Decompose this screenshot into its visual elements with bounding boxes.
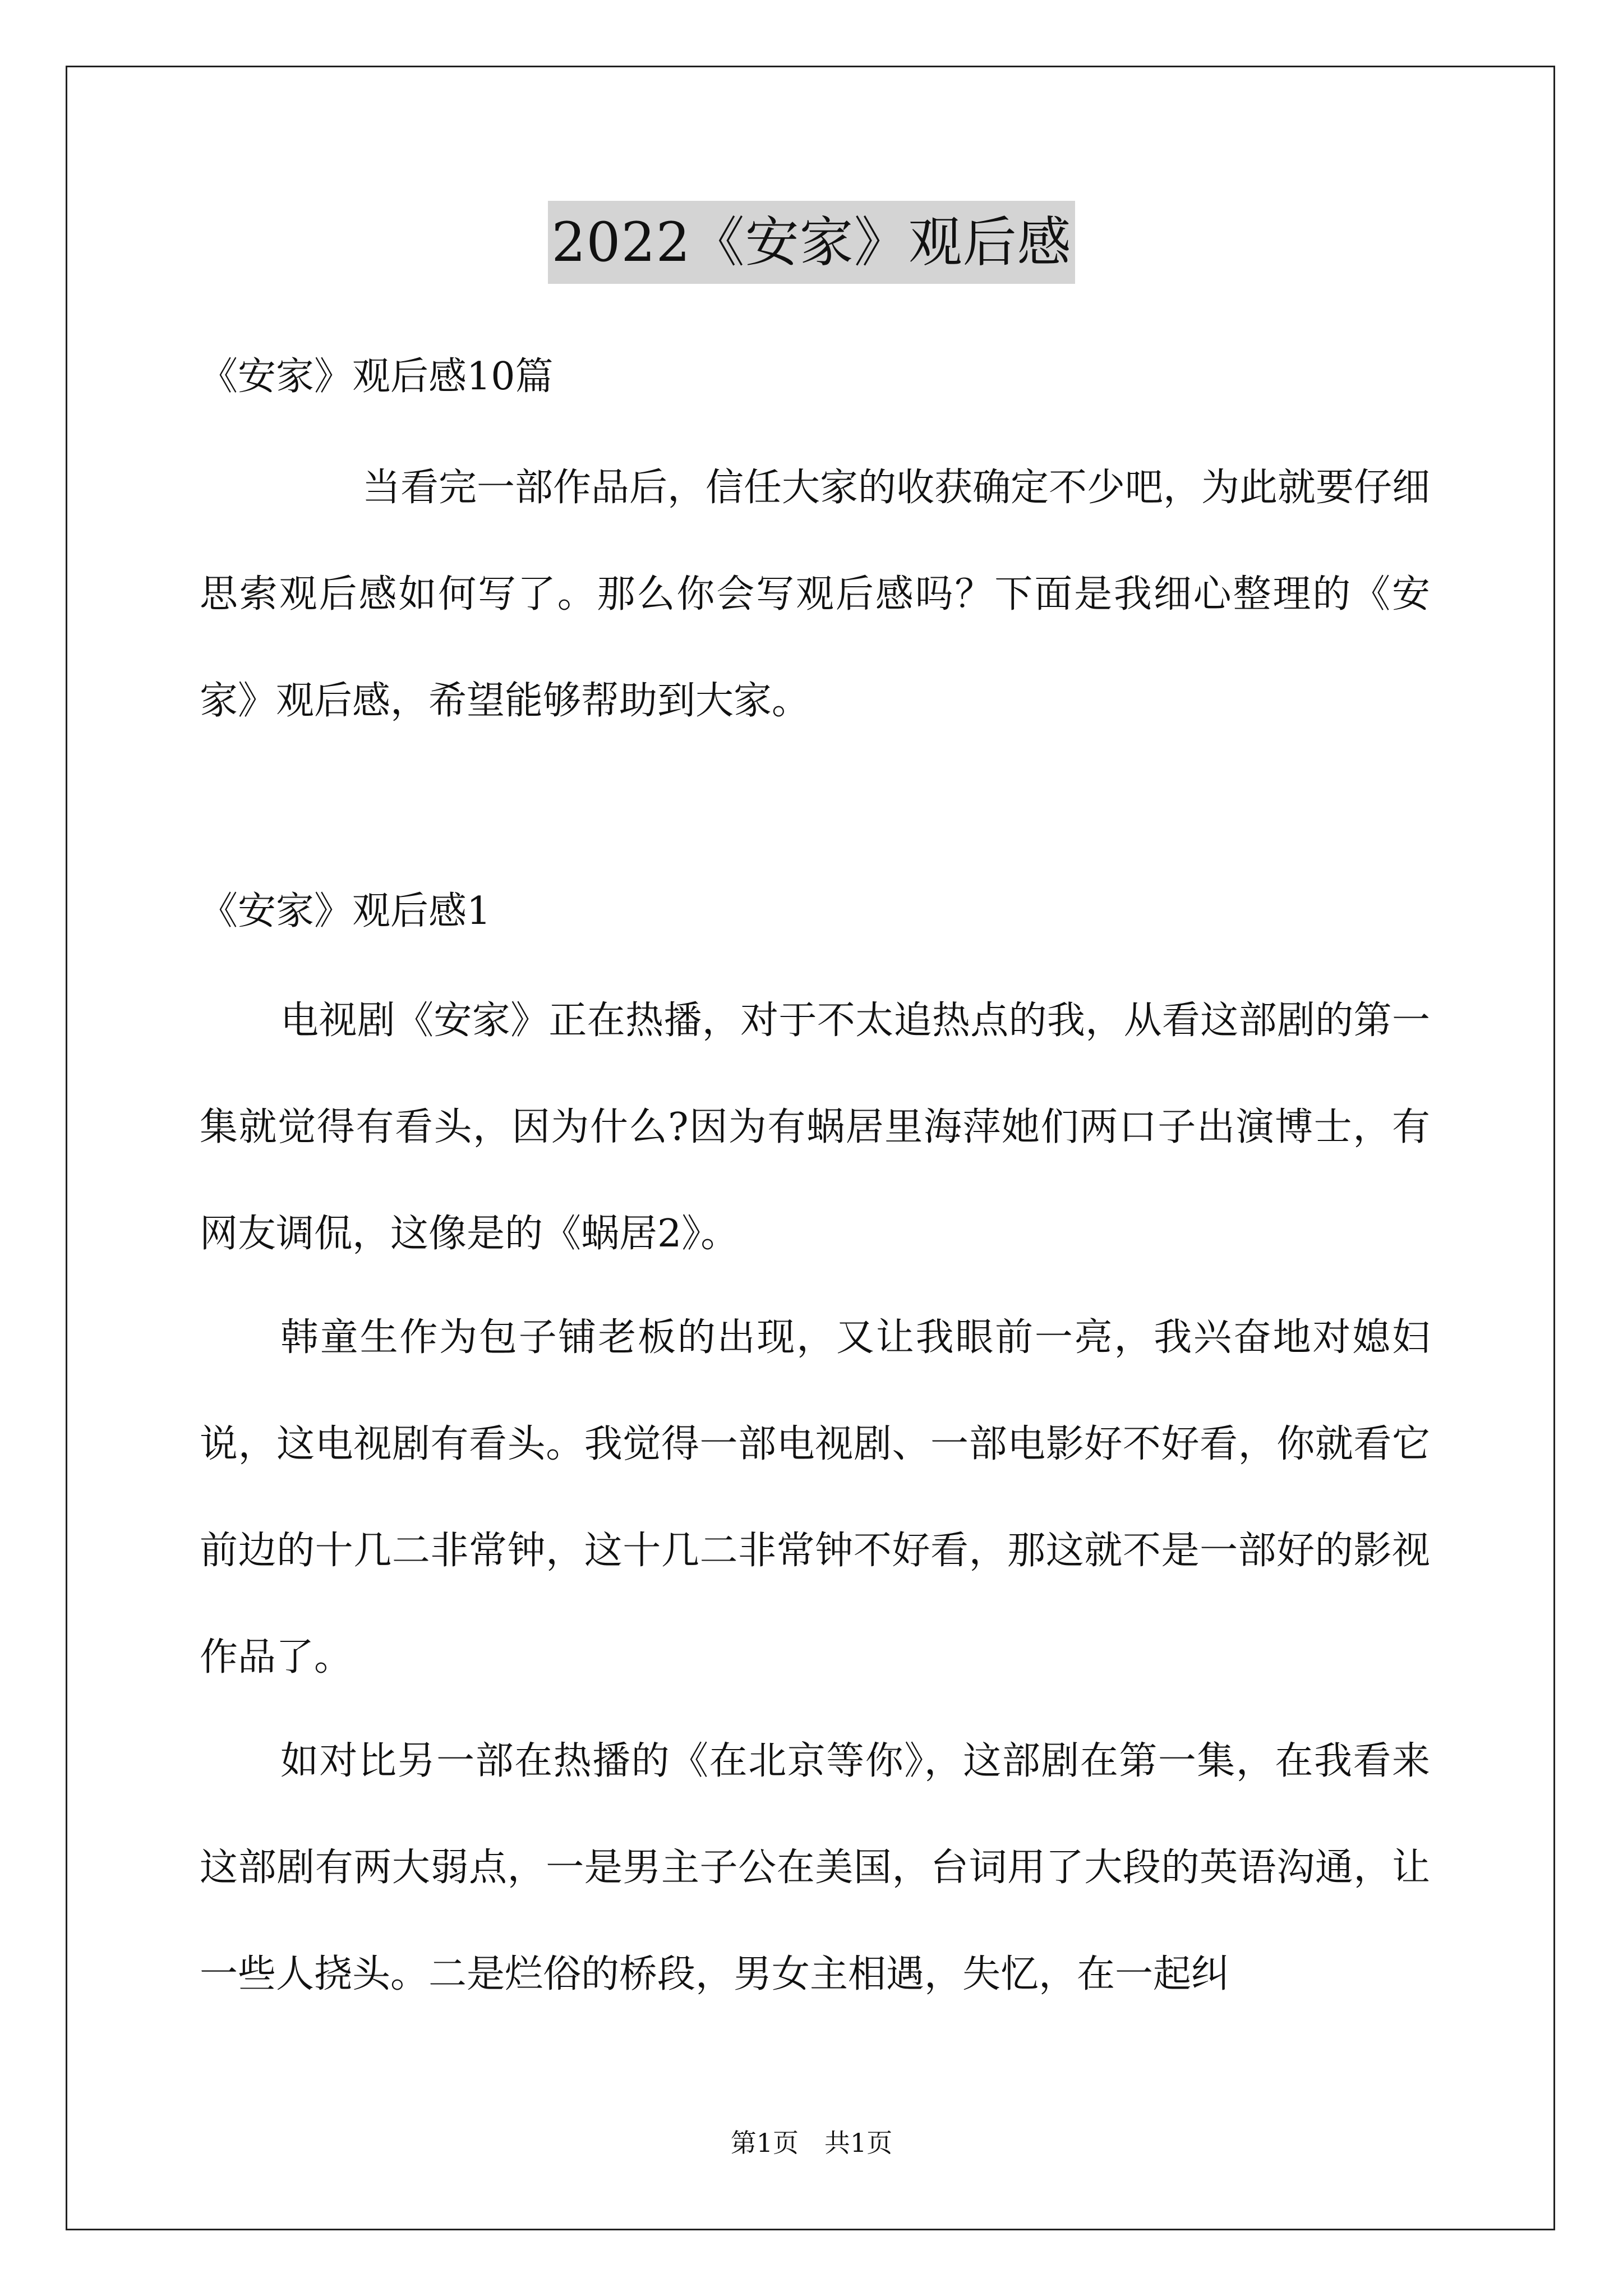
intro-paragraph: 当看完一部作品后，信任大家的收获确定不少吧，为此就要仔细思索观后感如何写了。那么你会写观后感吗？下面是我细心整理的《安家》观后感，希望能够帮助到大家。 <box>200 466 1431 723</box>
body-paragraph: 如对比另一部在热播的《在北京等你》，这部剧在第一集，在我看来这部剧有两大弱点，一是男主子公在美国，台词用了大段的英语沟通，让一些人挠头。二是烂俗的桥段，男女主相遇，失忆，在一起纠 <box>200 1739 1430 1996</box>
title-container <box>0 201 1623 284</box>
body-paragraph: 电视剧《安家》正在热播，对于不太追热点的我，从看这部剧的第一集就觉得有看头，因为什么?因为有蜗居里海萍她们两口子出演博士，有网友调侃，这像是的《蜗居2》。 <box>200 999 1430 1256</box>
body-paragraph: 韩童生作为包子铺老板的出现，又让我眼前一亮，我兴奋地对媳妇说，这电视剧有看头。我觉得一部电视剧、一部电影好不好看，你就看它前边的十几二非常钟，这十几二非常钟不好看，那这就不是一部好的影视作品了。 <box>200 1315 1430 1680</box>
section-heading: 《安家》观后感1 <box>200 889 491 933</box>
page-footer: 第1页 共1页 <box>730 2128 893 2158</box>
document-subtitle: 《安家》观后感10篇 <box>200 355 554 399</box>
document-title: 2022《安家》观后感 <box>548 201 1075 284</box>
